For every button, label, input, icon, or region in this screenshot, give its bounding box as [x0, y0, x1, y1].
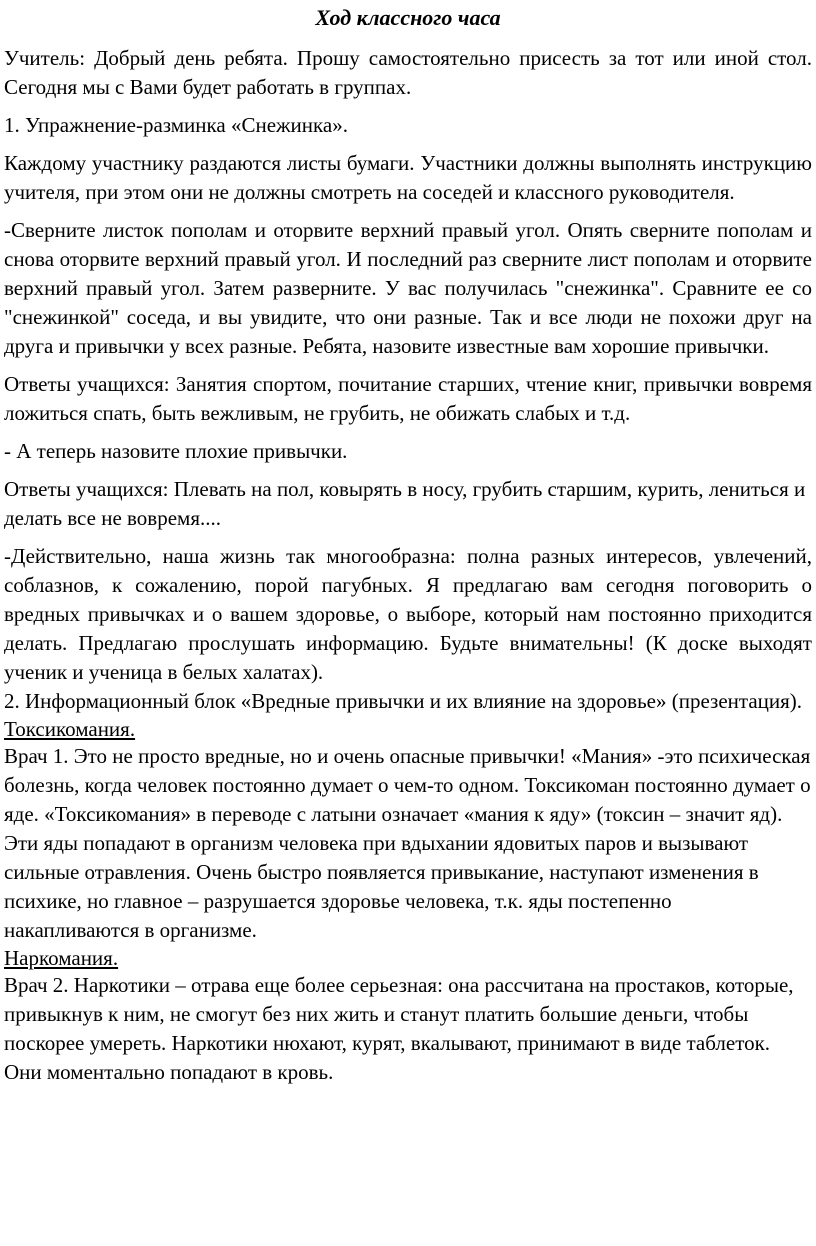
section-heading-narcomania: Наркомания. [4, 946, 119, 970]
paragraph-info-block-heading: 2. Информационный блок «Вредные привычки и их влияние на здоровье» (презентация). [4, 689, 803, 713]
paragraph-teacher-introduction: -Действительно, наша жизнь так многообразна: полна разных интересов, увлечений, соблазнов, к сожалению, порой пагубных. Я предлагаю вам сегодня поговорить о вредных привычках и о вашем здоровье, о выборе, который нам постоянно приходится делать. Предлагаю прослушать информацию. Будьте внимательны! (К доске выходят ученик и ученица в белых халатах). [4, 544, 812, 684]
paragraph-exercise-description: Каждому участнику раздаются листы бумаги. Участники должны выполнять инструкцию учителя, при этом они не должны смотреть на соседей и классного руководителя. [4, 151, 812, 204]
paragraph-teacher-greeting: Учитель: Добрый день ребята. Прошу самостоятельно присесть за тот или иной стол. Сегодня мы с Вами будет работать в группах. [4, 46, 812, 99]
paragraph-bad-habits-answers: Ответы учащихся: Плевать на пол, ковырять в носу, грубить старшим, курить, лениться и делать все не вовремя.... [4, 477, 806, 530]
paragraph-good-habits-answers: Ответы учащихся: Занятия спортом, почитание старших, чтение книг, привычки вовремя ложиться спать, быть вежливым, не грубить, не обижать слабых и т.д. [4, 372, 812, 425]
paragraph-doctor-2: Врач 2. Наркотики – отрава еще более серьезная: она рассчитана на простаков, которые, привыкнув к ним, не смогут без них жить и станут платить большие деньги, чтобы поскорее умереть. Наркотики нюхают, курят, вкалывают, принимают в виде таблеток. Они моментально попадают в кровь. [4, 973, 794, 1084]
paragraph-exercise-heading: 1. Упражнение-разминка «Снежинка». [4, 113, 348, 137]
paragraph-snowflake-instructions: -Сверните листок пополам и оторвите верхний правый угол. Опять сверните пополам и снова оторвите верхний правый угол. И последний раз сверните лист пополам и оторвите верхний правый угол. Затем разверните. У вас получилась "снежинка". Сравните ее со "снежинкой" соседа, и вы увидите, что они разные. Так и все люди не похожи друг на друга и привычки у всех разные. Ребята, назовите известные вам хорошие привычки. [4, 218, 812, 358]
page-title: Ход классного часа [315, 5, 501, 30]
paragraph-bad-habits-question: - А теперь назовите плохие привычки. [4, 439, 348, 463]
section-heading-toxicomania: Токсикомания. [4, 717, 136, 741]
paragraph-doctor-1: Врач 1. Это не просто вредные, но и очень опасные привычки! «Мания» -это психическая болезнь, когда человек постоянно думает о чем-то одном. Токсикоман постоянно думает о яде. «Токсикомания» в переводе с латыни означает «мания к яду» (токсин – значит яд). Эти яды попадают в организм человека при вдыхании ядовитых паров и вызывают сильные отравления. Очень быстро появляется привыкание, наступают изменения в психике, но главное – разрушается здоровье человека, т.к. яды постепенно накапливаются в организме. [4, 744, 811, 942]
